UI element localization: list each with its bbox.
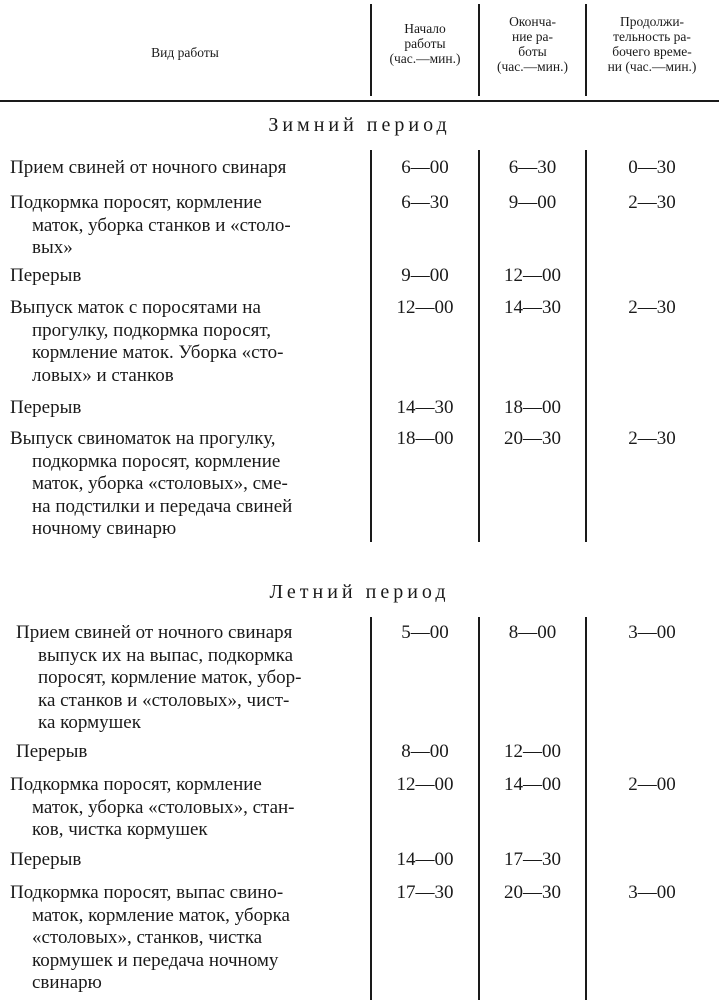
start-time: 14—00 xyxy=(396,849,454,870)
work-description: Подкормка поросят, выпас свино- маток, кормление маток, уборка «столовых», станков, чистка кормушек и передача ночному свинарю xyxy=(10,882,290,994)
header-start xyxy=(372,21,478,66)
work-description: Перерыв xyxy=(10,397,82,418)
header-duration-line: ни (час.—мин.) xyxy=(607,59,697,74)
work-description: Прием свиней от ночного свинаря xyxy=(10,157,287,178)
work-description: Перерыв xyxy=(10,849,82,870)
header-start-line: работы xyxy=(404,36,446,51)
column-divider xyxy=(585,617,587,1000)
end-time: 12—00 xyxy=(504,265,561,286)
end-time: 8—00 xyxy=(508,622,557,643)
duration: 0—30 xyxy=(628,157,676,178)
duration: 2—00 xyxy=(628,774,676,795)
end-time: 14—30 xyxy=(504,297,561,318)
column-divider xyxy=(370,617,372,1000)
header-end-line: Оконча- xyxy=(509,14,556,29)
header-start-line: Начало xyxy=(404,21,446,36)
start-time: 12—00 xyxy=(396,774,454,795)
start-time: 8—00 xyxy=(401,741,449,762)
header-start-line: (час.—мин.) xyxy=(389,51,461,66)
duration: 3—00 xyxy=(628,882,676,903)
end-time: 18—00 xyxy=(504,397,561,418)
section-title-winter: Зимний период xyxy=(268,114,451,136)
header-duration-line: бочего време- xyxy=(612,44,692,59)
start-time: 14—30 xyxy=(396,397,454,418)
start-time: 18—00 xyxy=(396,428,454,449)
duration: 2—30 xyxy=(628,192,676,213)
work-description: Выпуск свиноматок на прогулку, подкормка поросят, кормление маток, уборка «столовых», сме- на подстилки и передача свиней ночному свинарю xyxy=(10,428,293,540)
header-rule xyxy=(0,100,719,102)
work-description: Подкормка поросят, кормление маток, уборка станков и «столо- вых» xyxy=(10,192,291,259)
end-time: 20—30 xyxy=(504,428,561,449)
end-time: 20—30 xyxy=(504,882,561,903)
end-time: 14—00 xyxy=(504,774,561,795)
header-end-line: (час.—мин.) xyxy=(496,59,568,74)
work-description: Перерыв xyxy=(16,741,88,762)
start-time: 5—00 xyxy=(401,622,449,643)
header-end xyxy=(480,14,585,74)
header-duration-line: Продолжи- xyxy=(619,14,685,29)
header-end-line: боты xyxy=(518,44,547,59)
start-time: 9—00 xyxy=(401,265,449,286)
header-duration xyxy=(587,14,717,74)
work-description: Подкормка поросят, кормление маток, уборка «столовых», стан- ков, чистка кормушек xyxy=(10,774,295,841)
duration: 2—30 xyxy=(628,428,676,449)
end-time: 6—30 xyxy=(508,157,557,178)
end-time: 9—00 xyxy=(508,192,557,213)
column-divider xyxy=(478,617,480,1000)
start-time: 6—30 xyxy=(401,192,449,213)
work-description: Прием свиней от ночного свинаря выпуск их на выпас, подкормка поросят, кормление маток, убор- ка станков и «столовых», чист- ка кормушек xyxy=(16,622,302,734)
start-time: 6—00 xyxy=(401,157,449,178)
header-work-type: Вид работы xyxy=(151,45,219,60)
start-time: 17—30 xyxy=(396,882,454,903)
end-time: 17—30 xyxy=(504,849,561,870)
header-end-line: ние ра- xyxy=(511,29,554,44)
work-description: Выпуск маток с поросятами на прогулку, подкормка поросят, кормление маток. Уборка «сто- ловых» и станков xyxy=(10,297,284,386)
work-description: Перерыв xyxy=(10,265,82,286)
duration: 2—30 xyxy=(628,297,676,318)
header-duration-line: тельность ра- xyxy=(613,29,691,44)
section-title-summer: Летний период xyxy=(269,581,450,603)
end-time: 12—00 xyxy=(504,741,561,762)
duration: 3—00 xyxy=(628,622,676,643)
start-time: 12—00 xyxy=(396,297,454,318)
